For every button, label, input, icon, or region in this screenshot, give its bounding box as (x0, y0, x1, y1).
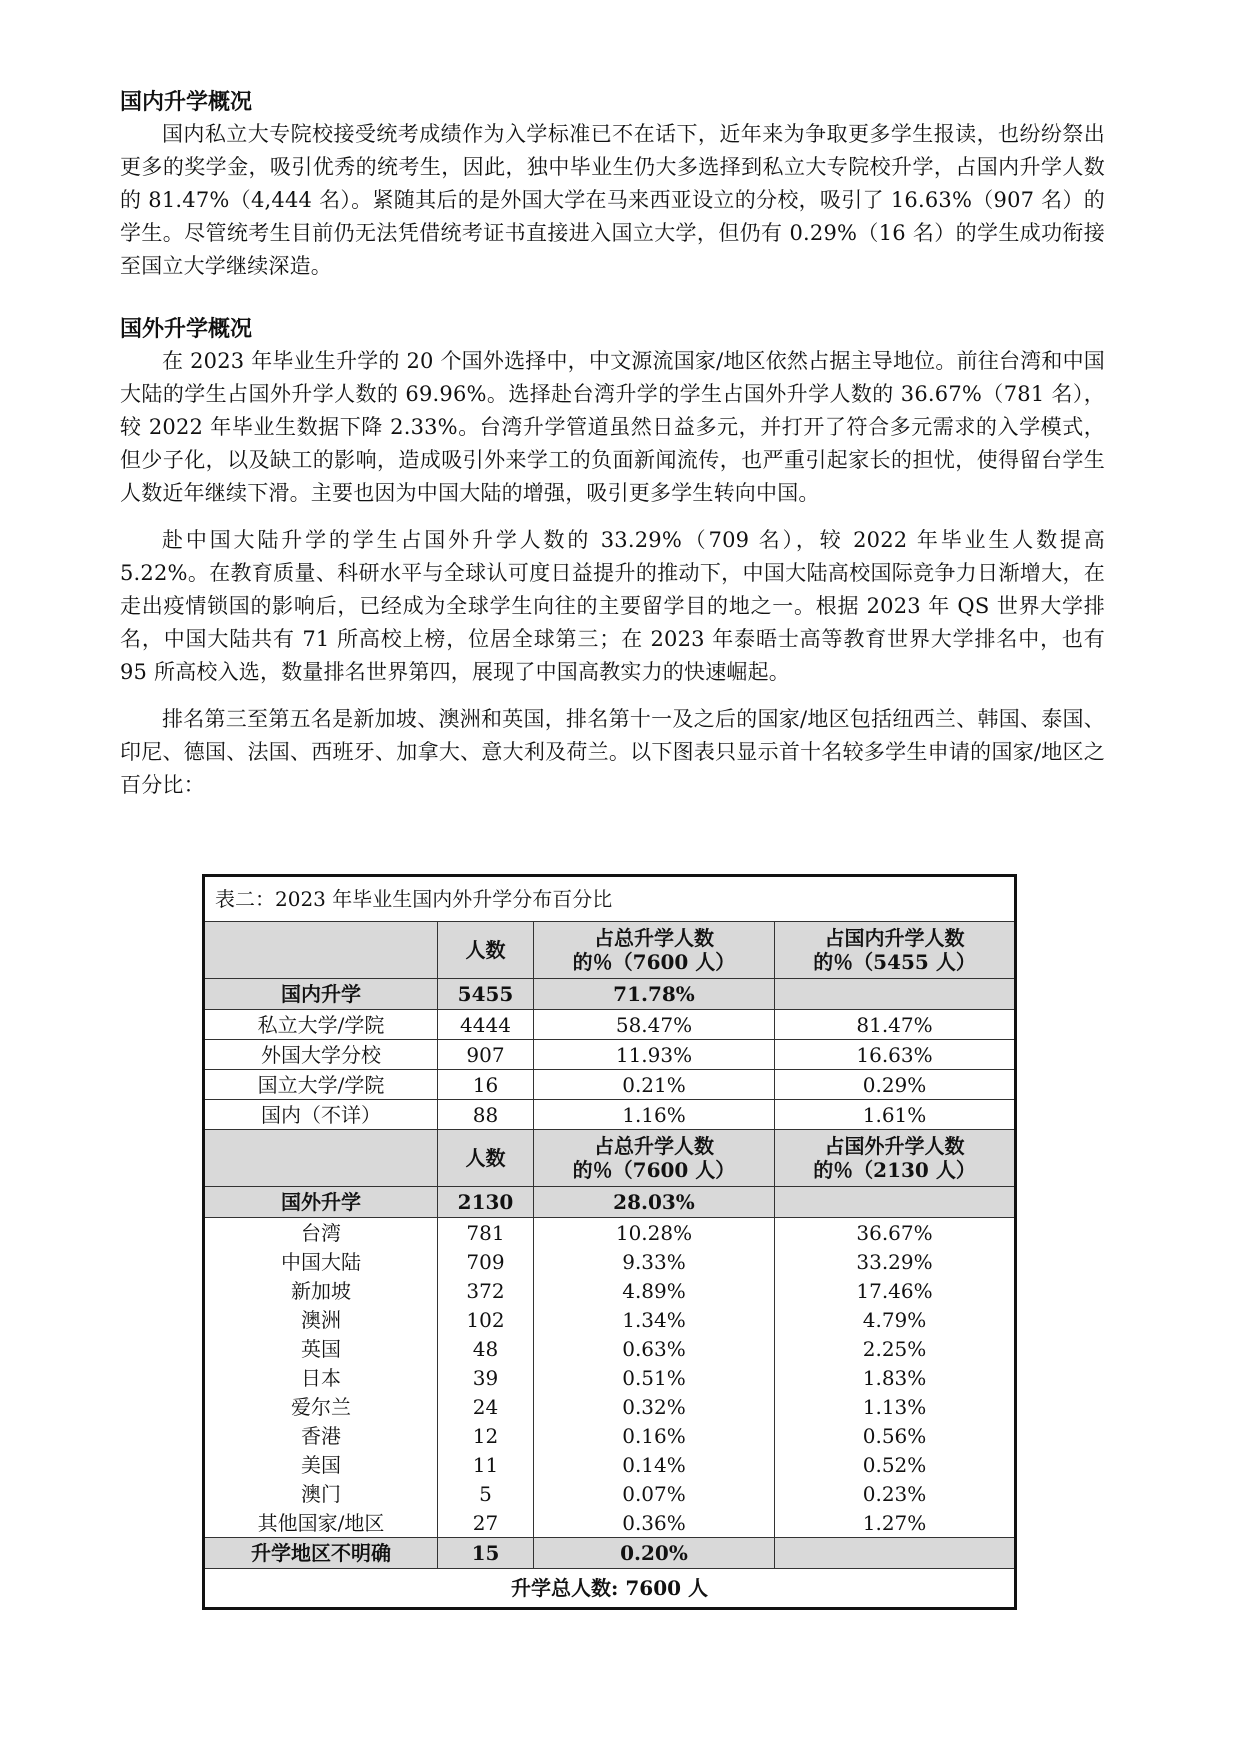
row-label: 澳门 (204, 1479, 438, 1508)
row-count: 16 (438, 1070, 534, 1100)
table-row (204, 1334, 1016, 1363)
row-pct-total: 0.63% (534, 1334, 775, 1363)
unknown-region-row (204, 1538, 1016, 1569)
row-count: 48 (438, 1334, 534, 1363)
row-pct-group: 0.23% (775, 1479, 1016, 1508)
distribution-table (202, 874, 1017, 1610)
row-pct-group: 17.46% (775, 1276, 1016, 1305)
overseas-summary-row-pct-group (775, 1187, 1016, 1218)
row-pct-group: 0.29% (775, 1070, 1016, 1100)
domestic-header-col2: 人数 (438, 922, 534, 979)
overseas-header-col3: 占总升学人数的％（7600 人） (534, 1130, 775, 1187)
overseas-summary-row-count: 2130 (438, 1187, 534, 1218)
row-pct-total: 58.47% (534, 1010, 775, 1040)
row-label: 新加坡 (204, 1276, 438, 1305)
row-pct-group: 81.47% (775, 1010, 1016, 1040)
table-row (204, 1247, 1016, 1276)
overseas-header-col2: 人数 (438, 1130, 534, 1187)
paragraph-overseas-1: 在 2023 年毕业生升学的 20 个国外选择中，中文源流国家/地区依然占据主导地位。前往台湾和中国大陆的学生占国外升学人数的 69.96%。选择赴台湾升学的学生占国外升学人数的 36.67%（781 名），较 2022 年毕业生数据下降 2.33%。台湾升学管道虽然日益多元，并打开了符合多元需求的入学模式，但少子化，以及缺工的影响，造成吸引外来学工的负面新闻流传，也严重引起家长的担忧，使得留台学生人数近年继续下滑。主要也因为中国大陆的增强，吸引更多学生转向中国。 (120, 349, 1105, 505)
domestic-header-row (204, 922, 1016, 979)
row-count: 39 (438, 1363, 534, 1392)
row-label: 外国大学分校 (204, 1040, 438, 1070)
row-pct-total: 0.32% (534, 1392, 775, 1421)
row-label: 日本 (204, 1363, 438, 1392)
overseas-summary-row (204, 1187, 1016, 1218)
row-label: 中国大陆 (204, 1247, 438, 1276)
row-count: 12 (438, 1421, 534, 1450)
row-pct-group: 1.61% (775, 1100, 1016, 1130)
row-pct-total: 0.21% (534, 1070, 775, 1100)
overseas-summary-row-pct-total: 28.03% (534, 1187, 775, 1218)
row-pct-total: 10.28% (534, 1218, 775, 1248)
domestic-summary-row-pct-total: 71.78% (534, 979, 775, 1010)
table-row (204, 1070, 1016, 1100)
row-label: 澳洲 (204, 1305, 438, 1334)
row-pct-total: 0.07% (534, 1479, 775, 1508)
table-row (204, 1305, 1016, 1334)
row-count: 24 (438, 1392, 534, 1421)
unknown-region-row-pct-group (775, 1538, 1016, 1569)
paragraph-overseas-3: 排名第三至第五名是新加坡、澳洲和英国，排名第十一及之后的国家/地区包括纽西兰、韩国、泰国、印尼、德国、法国、西班牙、加拿大、意大利及荷兰。以下图表只显示首十名较多学生申请的国家/地区之百分比： (120, 707, 1105, 797)
row-pct-total: 0.36% (534, 1508, 775, 1538)
table-row (204, 1218, 1016, 1248)
domestic-header-col4: 占国内升学人数的％（5455 人） (775, 922, 1016, 979)
row-label: 英国 (204, 1334, 438, 1363)
row-count: 372 (438, 1276, 534, 1305)
row-label: 美国 (204, 1450, 438, 1479)
row-label: 国立大学/学院 (204, 1070, 438, 1100)
table-row (204, 1392, 1016, 1421)
row-pct-total: 1.34% (534, 1305, 775, 1334)
row-count: 27 (438, 1508, 534, 1538)
row-label: 国内（不详） (204, 1100, 438, 1130)
total-students: 升学总人数: 7600 人 (204, 1569, 1016, 1609)
overseas-header-col4: 占国外升学人数的％（2130 人） (775, 1130, 1016, 1187)
row-pct-group: 1.27% (775, 1508, 1016, 1538)
paragraph-overseas-2: 赴中国大陆升学的学生占国外升学人数的 33.29%（709 名），较 2022 年毕业生人数提高 5.22%。在教育质量、科研水平与全球认可度日益提升的推动下，中国大陆高校国际竞争力日渐增大，在走出疫情锁国的影响后，已经成为全球学生向往的主要留学目的地之一。根据 2023 年 QS 世界大学排名，中国大陆共有 71 所高校上榜，位居全球第三；在 2023 年泰晤士高等教育世界大学排名中，也有 95 所高校入选，数量排名世界第四，展现了中国高教实力的快速崛起。 (120, 528, 1105, 684)
table-caption: 表二：2023 年毕业生国内外升学分布百分比 (204, 876, 1016, 922)
overseas-summary-row-label: 国外升学 (204, 1187, 438, 1218)
distribution-table-wrapper (202, 874, 1014, 1610)
row-pct-group: 0.52% (775, 1450, 1016, 1479)
table-row (204, 1040, 1016, 1070)
row-count: 88 (438, 1100, 534, 1130)
table-row (204, 1010, 1016, 1040)
row-pct-group: 0.56% (775, 1421, 1016, 1450)
domestic-summary-row (204, 979, 1016, 1010)
row-count: 907 (438, 1040, 534, 1070)
row-pct-group: 1.83% (775, 1363, 1016, 1392)
row-pct-group: 2.25% (775, 1334, 1016, 1363)
row-label: 台湾 (204, 1218, 438, 1248)
row-pct-group: 4.79% (775, 1305, 1016, 1334)
row-count: 11 (438, 1450, 534, 1479)
row-pct-total: 1.16% (534, 1100, 775, 1130)
unknown-region-row-pct-total: 0.20% (534, 1538, 775, 1569)
row-count: 4444 (438, 1010, 534, 1040)
row-pct-total: 9.33% (534, 1247, 775, 1276)
total-row (204, 1569, 1016, 1609)
section-heading-domestic: 国内升学概况 (120, 89, 253, 115)
document-body (120, 86, 1105, 802)
row-pct-group: 1.13% (775, 1392, 1016, 1421)
table-row (204, 1100, 1016, 1130)
unknown-region-row-label: 升学地区不明确 (204, 1538, 438, 1569)
row-label: 私立大学/学院 (204, 1010, 438, 1040)
overseas-header-row (204, 1130, 1016, 1187)
unknown-region-row-count: 15 (438, 1538, 534, 1569)
row-label: 香港 (204, 1421, 438, 1450)
row-label: 其他国家/地区 (204, 1508, 438, 1538)
paragraph-domestic: 国内私立大专院校接受统考成绩作为入学标准已不在话下，近年来为争取更多学生报读，也纷纷祭出更多的奖学金，吸引优秀的统考生，因此，独中毕业生仍大多选择到私立大专院校升学，占国内升学人数的 81.47%（4,444 名）。紧随其后的是外国大学在马来西亚设立的分校，吸引了 16.63%（907 名）的学生。尽管统考生目前仍无法凭借统考证书直接进入国立大学，但仍有 0.29%（16 名）的学生成功衔接至国立大学继续深造。 (120, 122, 1105, 278)
row-pct-total: 0.14% (534, 1450, 775, 1479)
table-row (204, 1479, 1016, 1508)
overseas-header-col1 (204, 1130, 438, 1187)
section-heading-overseas: 国外升学概况 (120, 316, 253, 342)
row-pct-total: 4.89% (534, 1276, 775, 1305)
table-row (204, 1421, 1016, 1450)
row-pct-group: 36.67% (775, 1218, 1016, 1248)
table-row (204, 1363, 1016, 1392)
row-pct-total: 0.16% (534, 1421, 775, 1450)
table-row (204, 1508, 1016, 1538)
row-count: 102 (438, 1305, 534, 1334)
domestic-summary-row-pct-group (775, 979, 1016, 1010)
row-count: 709 (438, 1247, 534, 1276)
table-row (204, 1276, 1016, 1305)
row-pct-total: 11.93% (534, 1040, 775, 1070)
row-count: 781 (438, 1218, 534, 1248)
row-pct-group: 16.63% (775, 1040, 1016, 1070)
domestic-summary-row-count: 5455 (438, 979, 534, 1010)
domestic-summary-row-label: 国内升学 (204, 979, 438, 1010)
table-row (204, 1450, 1016, 1479)
domestic-header-col3: 占总升学人数的％（7600 人） (534, 922, 775, 979)
row-label: 爱尔兰 (204, 1392, 438, 1421)
domestic-header-col1 (204, 922, 438, 979)
row-count: 5 (438, 1479, 534, 1508)
row-pct-group: 33.29% (775, 1247, 1016, 1276)
row-pct-total: 0.51% (534, 1363, 775, 1392)
